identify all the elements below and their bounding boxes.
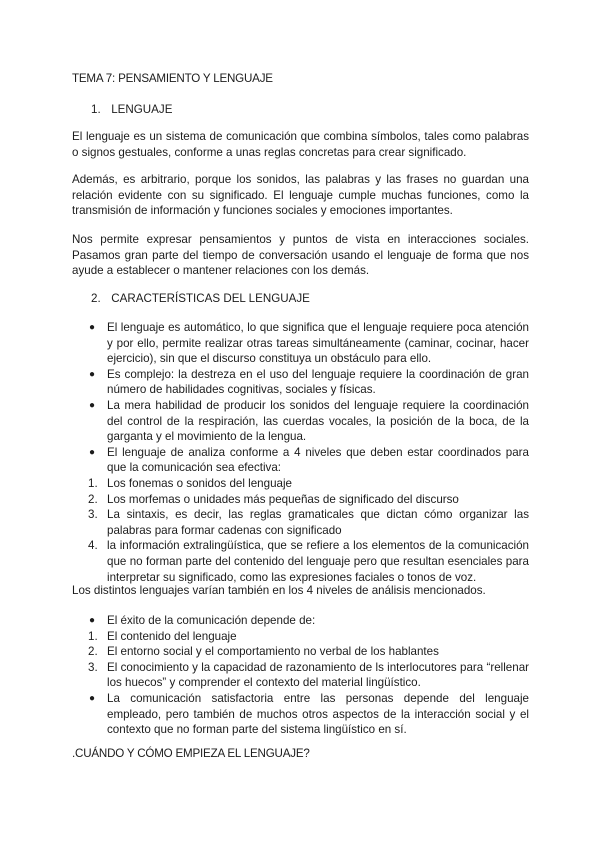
section-number: 2.: [91, 292, 101, 305]
list-item-text: La comunicación satisfactoria entre las personas depende del lenguaje empleado, pero también de muchos otros aspectos de la interacción social y el contexto que no forman parte del sistema lingüístico en sí.: [107, 691, 529, 737]
characteristics-list: [72, 320, 529, 585]
number-marker: 4.: [88, 539, 98, 553]
paragraph-definition: El lenguaje es un sistema de comunicación que combina símbolos, tales como palabras o signos gestuales, conforme a unas reglas concretas para crear significado.: [72, 130, 529, 159]
bullet-marker: ●: [89, 615, 96, 626]
list-item: [72, 476, 529, 492]
number-marker: 2.: [88, 645, 98, 659]
list-item: [72, 492, 529, 508]
section-heading-caracteristicas: [91, 291, 310, 307]
list-item: [72, 320, 529, 367]
list-item: [72, 691, 529, 738]
paragraph-interacciones: Nos permite expresar pensamientos y puntos de vista en interacciones sociales. Pasamos gran parte del tiempo de conversación usando el lenguaje de forma que nos ayude a establecer o mantener relaciones con los demás.: [72, 233, 529, 278]
list-item-text: El lenguaje es automático, lo que significa que el lenguaje requiere poca atención y por ello, permite realizar otras tareas simultáneamente (caminar, cocinar, hacer ejercicio), sin que el discurso constituya un obstáculo para ello.: [107, 321, 529, 366]
section-heading-lenguaje: [91, 102, 172, 118]
document-title: TEMA 7: PENSAMIENTO Y LENGUAJE: [72, 72, 273, 85]
number-marker: 3.: [88, 660, 98, 674]
paragraph-arbitrario: Además, es arbitrario, porque los sonidos, las palabras y las frases no guardan una relación evidente con su significado. El lenguaje cumple muchas funciones, como la transmisión de información y funciones sociales y emociones importantes.: [72, 173, 529, 218]
paragraph-niveles: Los distintos lenguajes varían también en los 4 niveles de análisis mencionados.: [72, 584, 486, 597]
section-title: CARACTERÍSTICAS DEL LENGUAJE: [111, 292, 310, 305]
number-marker: 3.: [88, 508, 98, 522]
list-item: [72, 644, 529, 660]
bullet-marker: ●: [89, 322, 96, 333]
number-marker: 2.: [88, 492, 98, 506]
list-item-text: El éxito de la comunicación depende de:: [107, 614, 316, 627]
bullet-marker: ●: [89, 399, 96, 411]
list-item-text: El conocimiento y la capacidad de razonamiento de ls interlocutores para “rellenar los huecos” y comprender el contexto del material lingüístico.: [107, 660, 529, 690]
list-item: [72, 538, 529, 585]
list-item: [72, 398, 529, 445]
number-marker: 1.: [88, 629, 98, 643]
list-item-text: El contenido del lenguaje: [107, 629, 237, 643]
list-item-text: Los fonemas o sonidos del lenguaje: [107, 476, 292, 490]
list-item: [72, 367, 529, 398]
list-item-text: la información extralingüística, que se refiere a los elementos de la comunicación que no forman parte del contenido del lenguaje pero que resultan esenciales para interpretar su significado, como las expresiones faciales o tonos de voz.: [107, 539, 529, 584]
list-item-text: Es complejo: la destreza en el uso del lenguaje requiere la coordinación de gran número de habilidades cognitivas, sociales y físicas.: [107, 367, 529, 397]
bullet-marker: ●: [89, 692, 96, 704]
bullet-marker: ●: [89, 368, 96, 380]
section-title: LENGUAJE: [111, 103, 173, 116]
list-item-text: El entorno social y el comportamiento no verbal de los hablantes: [107, 645, 439, 659]
list-item: [72, 613, 529, 629]
final-heading: .CUÁNDO Y CÓMO EMPIEZA EL LENGUAJE?: [72, 747, 310, 760]
number-marker: 1.: [88, 476, 98, 490]
list-item-text: La sintaxis, es decir, las reglas gramaticales que dictan cómo organizar las palabras para formar cadenas con significado: [107, 508, 529, 537]
bullet-marker: ●: [89, 446, 96, 458]
list-item: [72, 507, 529, 538]
section-number: 1.: [91, 103, 101, 116]
list-item-text: Los morfemas o unidades más pequeñas de significado del discurso: [107, 492, 459, 506]
list-item: [72, 660, 529, 691]
list-item-text: La mera habilidad de producir los sonidos del lenguaje requiere la coordinación del control de la respiración, las cuerdas vocales, la posición de la boca, de la garganta y el movimiento de la lengua.: [107, 398, 529, 444]
list-item: [72, 445, 529, 476]
list-item-text: El lenguaje de analiza conforme a 4 niveles que deben estar coordinados para que la comunicación sea efectiva:: [107, 445, 529, 475]
communication-list: [72, 613, 529, 738]
list-item: [72, 629, 529, 645]
